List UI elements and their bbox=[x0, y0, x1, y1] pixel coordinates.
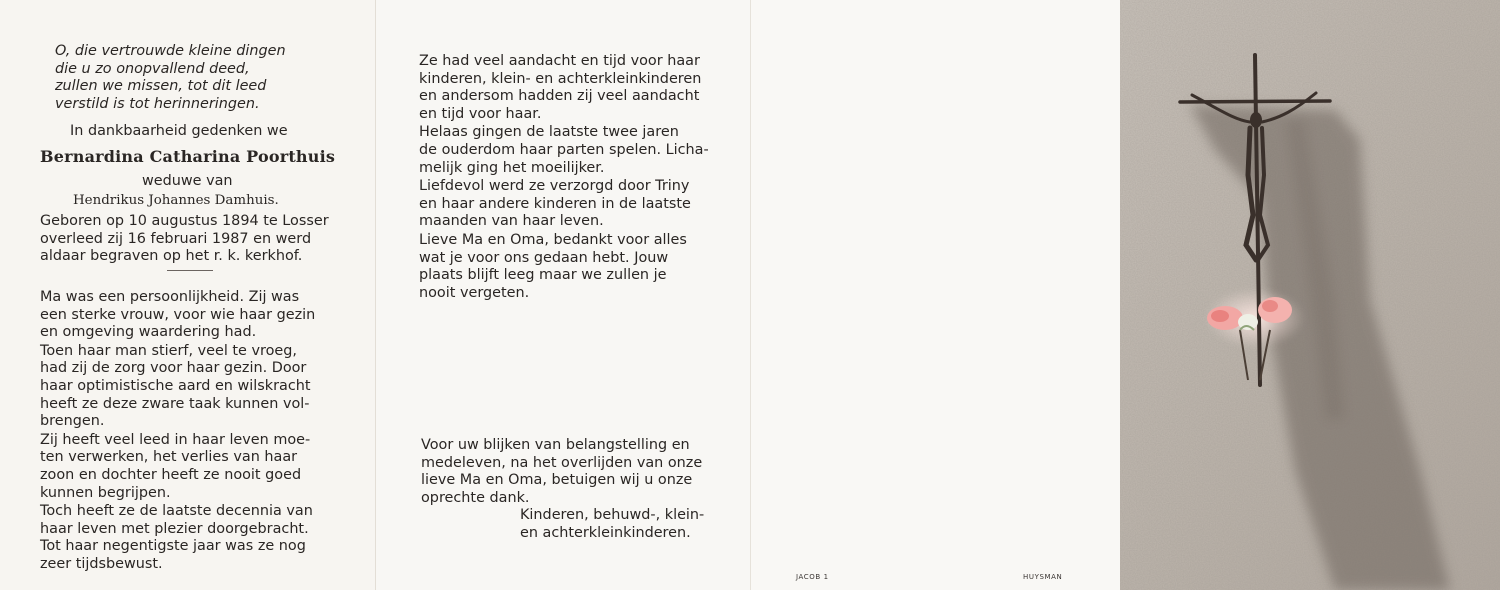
story-paragraph bbox=[419, 124, 716, 177]
signature-line: en achterkleinkinderen. bbox=[520, 524, 691, 541]
bio-line: haar leven met plezier doorgebracht. bbox=[40, 520, 309, 537]
story-line: nooit vergeten. bbox=[419, 284, 530, 301]
card-panel-left bbox=[0, 0, 375, 590]
bio-paragraph bbox=[40, 503, 337, 573]
memorial-poem bbox=[55, 43, 325, 113]
detail-line: aldaar begraven op het r. k. kerkhof. bbox=[40, 248, 303, 265]
crucifix-photo-art bbox=[1120, 0, 1500, 590]
family-signature bbox=[520, 507, 720, 542]
bio-line: brengen. bbox=[40, 413, 105, 430]
bio-line: Ma was een persoonlijkheid. Zij was bbox=[40, 289, 300, 305]
story-line: en andersom hadden zij veel aandacht bbox=[419, 88, 700, 105]
story-paragraph bbox=[419, 53, 716, 123]
divider-rule bbox=[167, 270, 213, 271]
story-paragraph bbox=[419, 232, 716, 302]
bio-line: heeft ze deze zware taak kunnen vol- bbox=[40, 395, 310, 412]
poem-line: die u zo onopvallend deed, bbox=[55, 60, 250, 77]
poem-line: zullen we missen, tot dit leed bbox=[55, 78, 267, 95]
story-line: Liefdevol werd ze verzorgd door Triny bbox=[419, 178, 690, 195]
poem-line: O, die vertrouwde kleine dingen bbox=[55, 43, 286, 59]
poem-line: verstild is tot herinneringen. bbox=[55, 95, 260, 112]
bio-line: kunnen begrijpen. bbox=[40, 484, 171, 501]
story-line: de ouderdom haar parten spelen. Licha- bbox=[419, 141, 709, 158]
widow-line: weduwe van bbox=[142, 173, 233, 189]
bio-paragraph bbox=[40, 289, 337, 342]
card-panel-middle bbox=[375, 0, 750, 590]
biography-text bbox=[40, 289, 337, 575]
bio-paragraph bbox=[40, 432, 337, 502]
story-text bbox=[419, 53, 716, 303]
detail-line: overleed zij 16 februari 1987 en werd bbox=[40, 230, 312, 247]
story-line: plaats blijft leeg maar we zullen je bbox=[419, 267, 667, 284]
ack-line: oprechte dank. bbox=[421, 489, 530, 506]
story-paragraph bbox=[419, 178, 716, 231]
bio-line: haar optimistische aard en wilskracht bbox=[40, 377, 311, 394]
bio-paragraph bbox=[40, 343, 337, 431]
bio-line: Zij heeft veel leed in haar leven moe- bbox=[40, 431, 311, 448]
bio-line: en omgeving waardering had. bbox=[40, 324, 257, 341]
bio-line: Toen haar man stierf, veel te vroeg, bbox=[40, 342, 297, 359]
acknowledgement-text bbox=[421, 437, 717, 507]
bio-line: had zij de zorg voor haar gezin. Door bbox=[40, 360, 307, 377]
card-panel-blank bbox=[750, 0, 1120, 590]
bio-line: Tot haar negentigste jaar was ze nog bbox=[40, 538, 306, 555]
bio-line: zoon en dochter heeft ze nooit goed bbox=[40, 466, 302, 483]
printer-code: JACOB 1 bbox=[796, 573, 829, 581]
story-line: en haar andere kinderen in de laatste bbox=[419, 195, 691, 212]
bio-line: een sterke vrouw, voor wie haar gezin bbox=[40, 306, 316, 323]
story-line: maanden van haar leven. bbox=[419, 213, 604, 230]
thanks-line: In dankbaarheid gedenken we bbox=[70, 123, 288, 139]
printer-name: HUYSMAN bbox=[1023, 573, 1063, 581]
story-line: melijk ging het moeilijker. bbox=[419, 159, 605, 176]
story-line: Ze had veel aandacht en tijd voor haar bbox=[419, 53, 700, 69]
deceased-name: Bernardina Catharina Poorthuis bbox=[40, 147, 336, 166]
birth-death-details bbox=[40, 213, 336, 266]
story-line: wat je voor ons gedaan hebt. Jouw bbox=[419, 249, 669, 266]
ack-line: lieve Ma en Oma, betuigen wij u onze bbox=[421, 472, 693, 489]
husband-name: Hendrikus Johannes Damhuis. bbox=[73, 193, 279, 208]
ack-line: Voor uw blijken van belangstelling en bbox=[421, 437, 690, 453]
bio-line: zeer tijdsbewust. bbox=[40, 555, 163, 572]
story-line: en tijd voor haar. bbox=[419, 105, 542, 122]
detail-line: Geboren op 10 augustus 1894 te Losser bbox=[40, 213, 329, 229]
bio-line: Toch heeft ze de laatste decennia van bbox=[40, 503, 313, 520]
ack-line: medeleven, na het overlijden van onze bbox=[421, 454, 703, 471]
signature-line: Kinderen, behuwd-, klein- bbox=[520, 507, 705, 523]
story-line: Helaas gingen de laatste twee jaren bbox=[419, 124, 679, 141]
bio-line: ten verwerken, het verlies van haar bbox=[40, 449, 298, 466]
story-line: kinderen, klein- en achterkleinkinderen bbox=[419, 70, 702, 87]
crucifix-photo bbox=[1120, 0, 1500, 590]
story-line: Lieve Ma en Oma, bedankt voor alles bbox=[419, 231, 687, 248]
